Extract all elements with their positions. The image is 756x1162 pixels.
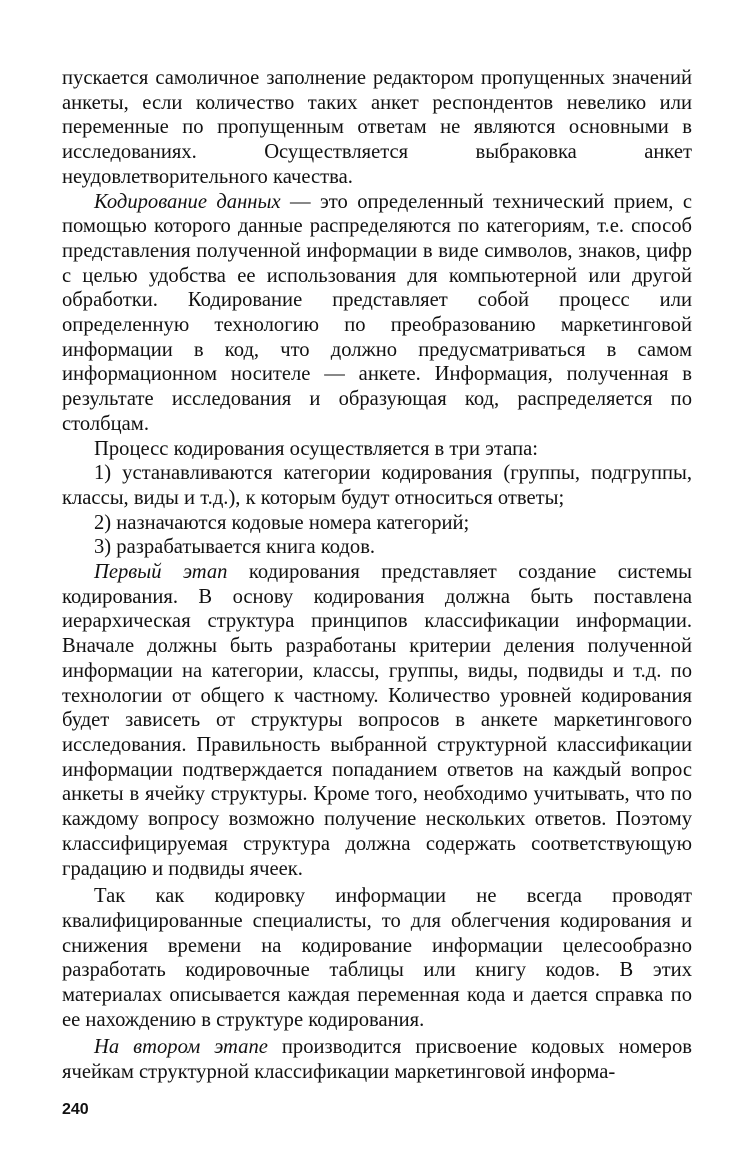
paragraph-text: производится присвоение кодовых номеров ячейкам структурной классификации маркетинговой информа- xyxy=(62,1036,692,1084)
paragraph-text: — это определенный технический прием, с помощью которого данные распределяются по категориям, т.е. способ представления полученной информации в виде символов, знаков, цифр с целью удобства ее использования для компьютерной или другой обработки. Кодирование представляет собой процесс или определенную технологию по преобразованию маркетинговой информации в код, что должно предусматриваться в самом информационном носителе — анкете. Информация, полученная в результате исследования и образующая код, распределяется по столбцам. xyxy=(62,190,692,435)
italic-term: На втором этапе xyxy=(94,1036,268,1059)
paragraph-coding-definition xyxy=(62,190,692,437)
paragraph-text: Так как кодировку информации не всегда проводят квалифицированные специалисты, то для облегчения кодирования и снижения времени на кодирование информации целесообразно разработать кодировочные таблицы или книгу кодов. В этих материалах описывается каждая переменная кода и дается справка по ее нахождению в структуре кодирования. xyxy=(62,885,692,1031)
paragraph-stages-intro xyxy=(62,437,692,462)
paragraph-text: 1) устанавливаются категории кодирования (группы, подгруппы, классы, виды и т.д.), к которым будут относиться ответы; xyxy=(62,462,692,509)
paragraph-text: кодирования представляет создание системы кодирования. В основу кодирования должна быть поставлена иерархическая структура принципов классификации информации. Вначале должны быть разработаны критерии деления полученной информации на категории, классы, группы, виды, подвиды и т.д. по технологии от общего к частному. Количество уровней кодирования будет зависеть от структуры вопросов в анкете маркетингового исследования. Правильность выбранной структурной классификации информации подтверждается попаданием ответов на каждый вопрос анкеты в ячейку структуры. Кроме того, необходимо учитывать, что по каждому вопросу возможно получение нескольких ответов. Поэтому классифицируемая структура должна содержать соответствующую градацию и подвиды ячеек. xyxy=(62,561,693,880)
paragraph-text: пускается самоличное заполнение редактором пропущенных значений анкеты, если количество таких анкет респондентов невелико или переменные по пропущенным ответам не являются основными в исследованиях. Осуществляется выбраковка анкет неудовлетворительного качества. xyxy=(62,67,692,188)
paragraph-second-stage xyxy=(62,1035,692,1084)
paragraph-first-stage xyxy=(62,560,692,881)
list-item-stage-2 xyxy=(62,511,692,536)
list-item-stage-1 xyxy=(62,461,692,510)
list-item-stage-3 xyxy=(62,535,692,560)
paragraph-text: 3) разрабатывается книга кодов. xyxy=(94,536,376,559)
page-number: 240 xyxy=(62,1101,89,1118)
paragraph-continuation xyxy=(62,66,692,190)
paragraph-coding-tables xyxy=(62,884,692,1032)
italic-term: Кодирование данных xyxy=(94,190,281,213)
paragraph-text: Процесс кодирования осуществляется в три этапа: xyxy=(94,437,538,460)
paragraph-text: 2) назначаются кодовые номера категорий; xyxy=(94,511,470,534)
page-body xyxy=(62,66,692,1085)
italic-term: Первый этап xyxy=(94,561,228,584)
